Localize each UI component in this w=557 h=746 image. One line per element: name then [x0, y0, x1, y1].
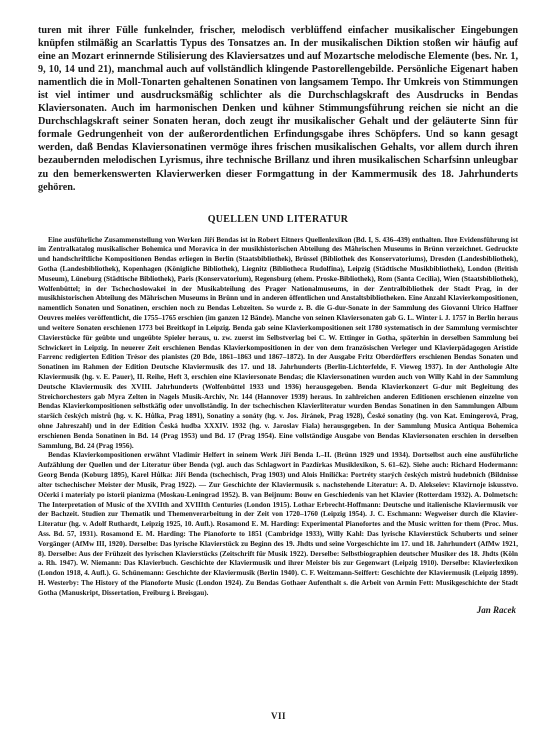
- sources-paragraph-2: Bendas Klavierkompositionen erwähnt Vladimír Helfert in seinem Werk Jiří Benda I.–II. (Brünn 1929 und 1934). Dortselbst auch eine ausführliche Aufzählung der Quellen und der Literatur über Benda (vgl. auch das Schlagwort in Pazdírkas Musiklexikon, S. 61–62). Siehe auch: Richard Hodermann: Georg Benda (Koburg 1895), Karel Hůlka: Jiří Benda (tschechisch, Prag 1903) und Alois Hnilička: Portréty starých českých mistrů hudebních (Bildnisse alter tschechischer Meister der Musik, Prag 1922). — Zur Geschichte der Klaviermusik s. nachstehende Literatur: A. D. Alekseiev: Klavirnoje iskusstvo. Očerki i materialy po istorii pianizma (Moskau-Leningrad 1952). B. van Beijnum: Bouw en Geschiedenis van het Klavier (Rotterdam 1932). A. Dolmetsch: The Interpretation of Music of the XVIIth and XVIIIth Centuries (London 1915). Lothar Erbrecht-Hoffmann: Deutsche und italienische Klaviermusik vor der Bachzeit. Studien zur Thematik und Themenverarbeitung in der Zeit von 1720–1760 (Leipzig 1954). J. C. Eschmann: Wegweiser durch die Klavier-Literatur (hg. v. Adolf Ruthardt, Leipzig 1925, 10. Aufl.). Rosamond E. M. Harding: Experimental Pianofortes and the Music written for them (Proc. Mus. Ass. Bd. 57, 1931). Rosamond E. M. Harding: The Pianoforte to 1851 (Cambridge 1933), Willy Kahl: Das lyrische Klavierstück Schuberts und seiner Vorgänger (AfMw III, 1920). Derselbe: Das lyrische Klavierstück zu Beginn des 19. Jhdts und seine Vorgeschichte im 17. und 18. Jahrhundert (AfMw 1921, 8). Derselbe: Aus der Frühzeit des lyrischen Klavierstücks (Zeitschrift für Musik 1922). Derselbe: Selbstbiographien deutscher Musiker des 18. Jhdts (Köln a. Rh. 1947). W. Niemann: Das Klavierbuch. Geschichte der Klaviermusik und ihrer Meister bis zur Gegenwart (Leipzig 1910). Derselbe: Klavierlexikon (London 1918, 4. Aufl.). G. Schünemann: Geschichte der Klaviermusik (Berlin 1940). C. F. Weitzmann-Seiffert: Geschichte der Klaviermusik (Leipzig 1899). H. Westerby: The History of the Pianoforte Music (London 1924). Zu Bendas Gothaer Aufenthalt s. die Arbeit von Armin Fett: Musikgeschichte der Stadt Gotha (Manuskript, Dissertation, Freiburg i. Breisgau).: [38, 451, 518, 597]
- page-number: VII: [270, 711, 286, 721]
- intro-paragraph: turen mit ihrer Fülle funkelnder, frischer, melodisch verblüffend einfacher musikalischer Eingebungen knüpfen stilmäßig an Scarlattis Typus des Tonsatzes an. In der musikalischen Diktion stoßen wir häufig auf eine an Mozart erinnernde Stilisierung des Klaviersatzes und auf Mozartsche melodische Elemente (bes. Nr. 1, 9, 10, 14 und 21), manchmal auch auf vollständlich klingende Pastorellengebilde. Persönliche Eigenart haben namentlich die in Moll-Tonarten gehaltenen Sonatinen von langsamem Tempo. Ihr Umkreis von Stimmungen ist viel intimer und ausdrucksmäßig schlichter als die Durchschlagskraft des Ausdrucks in Bendas Klaviersonaten. Auch im harmonischen Denken und kühner Stimmungsführung reichen sie nicht an die Durchschlagskraft seiner Sonaten heran, doch zeugt ihr musikalischer Gehalt und der geläuterte Sinn für formale Gedrungenheit von der außerordentlichen Erfindungsgabe ihres Schöpfers. Und so kann gesagt werden, daß Bendas Klaviersonatinen vermöge ihres frischen musikalischen Gehalts, vor allem durch ihren bezaubernden melodischen Lyrismus, ihre technische Brillanz und ihren musikalischen Scharfsinn unleugbar zu den bemerkenswerten Klavierwerken dieser Formgattung in der Kammermusik des 18. Jahrhunderts gehören.: [38, 25, 518, 193]
- sources-section: [38, 236, 518, 599]
- section-heading: QUELLEN UND LITERATUR: [207, 213, 349, 225]
- sources-paragraph-1: Eine ausführliche Zusammenstellung von Werken Jiří Bendas ist in Robert Eitners Quellenlexikon (Bd. I, S. 436–439) enthalten. Ihre Evidensführung ist im Zentralkatalog musikalischer Bohemica und Moravica in der musikhistorischen Abteilung des Mährischen Museums in Brünn verzeichnet. Gedruckte und handschriftliche Kompositionen Bendas erliegen in Berlin (Staatsbibliothek), Brüssel (Bibliothek des Konservatoriums), Dresden (Landesbibliothek), Gotha (Landesbibliothek), Kopenhagen (Königliche Bibliothek), Liegnitz (Bibliotheca Rudolfina), Leipzig (Städtische Musikbibliothek), London (British Museum), Lüneburg (Städtische Bibliothek), Paris (Konservatorium), Regensburg (ehem. Proske-Bibliothek), Rom (Santa Cecilia), Wien (Staatsbibliothek), Wolfenbüttel; in der Tschechoslowakei in der Musikabteilung des Prager Nationalmuseums, in der Zentralbibliothek der Stadt Prag, in der musikhistorischen Abteilung des Mährischen Museums in Brünn und in anderen öffentlichen und Anstaltsbibliotheken. Eine Anzahl Klavierkompositionen, namentlich Sonaten und Sonatinen, erschien noch zu Bendas Lebzeiten. So wurde z. B. die G-dur-Sonate in der Sammlung des Giovanni Ulrico Haffner Oeuvres melées veröffentlicht, die 1755–1765 erschien (im ganzen 12 Bände). Manche von seinen Klaviersonaten gab G. L. Winter i. J. 1757 in Berlin heraus und weitere Sonaten erschienen 1773 bei Breitkopf in Leipzig. Benda gab seine Klavierkompositionen seit 1780 systematisch in der Sammlung vermischter Clavierstücke für geübte und ungeübte Spieler heraus, u. zw. zuerst im Selbstverlag bei C. W. Ettinger in Gotha, späterhin in derselben Sammlung bei Schwickert in Leipzig. In neuerer Zeit erschienen Bendas Klavierkompositionen in der von dem französischen Verleger und Klavierpädagogen Aristide Farrenc redigierten Edition Trésor des pianistes (20 Bde, 1861–1863 und 1867–1872). In der Ausgabe Fritz Oberdörffers erschienen Bendas Sonaten und Sonatinen im Rahmen der Edition Deutsche Klaviermusik des 17. und 18. Jahrhunderts (Berlin-Lichterfelde, F. Vieweg 1937). In der Anthologie Alte Klaviermusik (hg. v. E. Pauer), II. Reihe, Heft 3, erschien eine Klaviersonate Bendas; die Klaviersonatinen wurden auch von Willy Kahl in der Sammlung Deutsche Klaviermusik des XVIII. Jahrhunderts (Wolfenbüttel 1933 und 1936) herausgegeben. Benda Klavierkonzert G-dur mit Begleitung des Streichorchesters gab Myra Zelten in Nagels Musik-Archiv, Nr. 144 (Hannover 1939) heraus. In zahlreichen anderen Editionen erschienen einzelne von Bendas Klavierkompositionen selbstkäfig oder unvollständig. In der tschechischen Klavierliteratur wurden Bendas Sonatinen in den Sammlungen Album starších českých mistrů (hg. v. K. Hůlka, Prag 1891), Sonatiny a sonáty (hg. v. Jos. Jiránek, Prag 1928), České sonatiny (hg. von Kat. Emingerová, Prag, ohne Jahreszahl) und in der Edition Česká hudba XXXIV. 1932 (hg. v. Jaroslav Fiala) herausgegeben. In der Sammlung Musica Antiqua Bohemica erschienen Benda Sonatinen in Bd. 14 (Prag 1953) und Bd. 17 (Prag 1954). Eine vollständige Ausgabe von Bendas Klaviersonaten erschien in derselben Sammlung, Bd. 24 (Prag 1956).: [38, 235, 518, 450]
- author-signature: Jan Racek: [476, 604, 516, 615]
